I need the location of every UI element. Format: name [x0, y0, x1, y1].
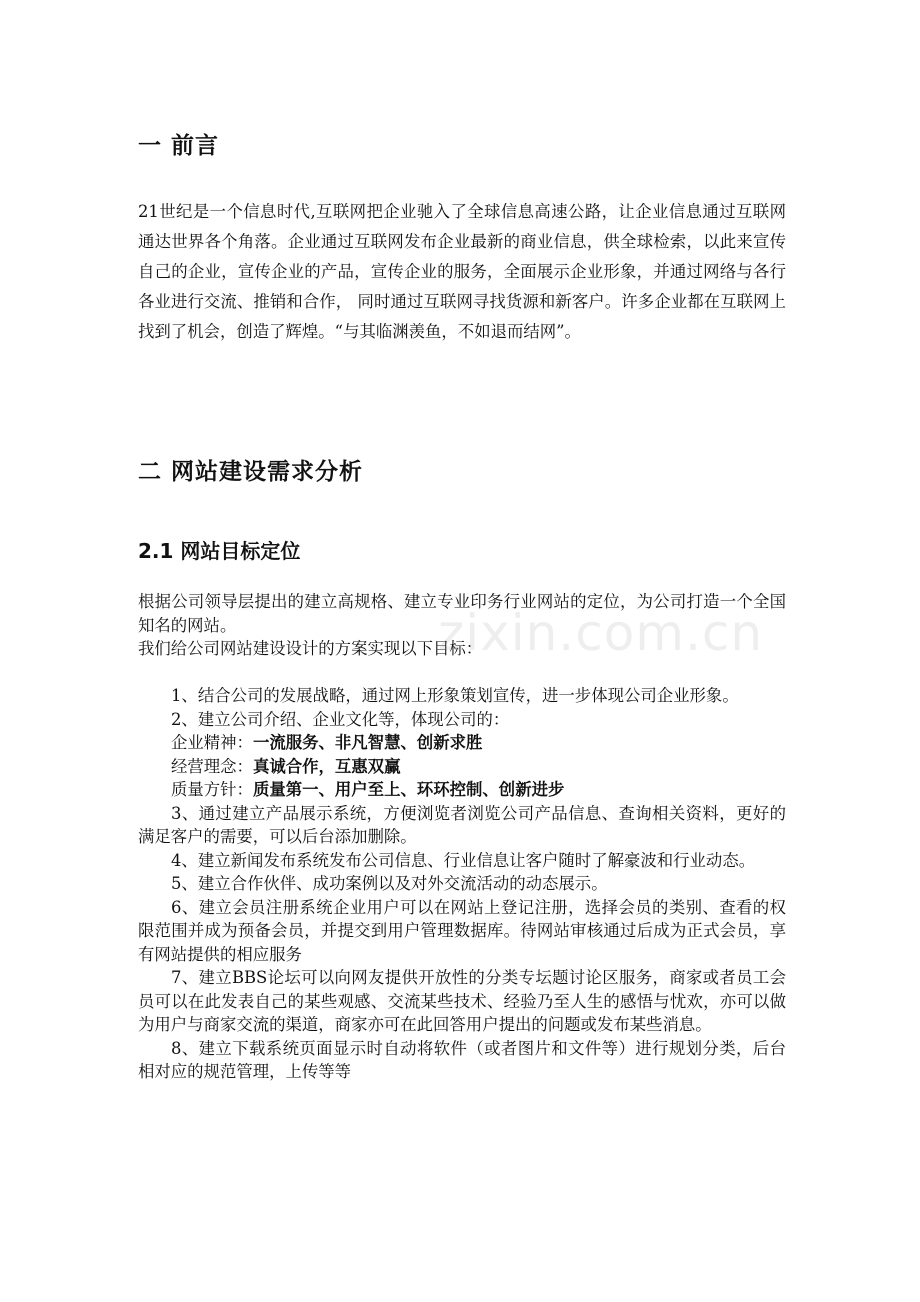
goal-item-2: 2、建立公司介绍、企业文化等，体现公司的： [171, 709, 510, 729]
goal-item-7: 7、建立BBS论坛可以向网友提供开放性的分类专坛题讨论区服务，商家或者员工会员可以在此发表自己的某些观感、交流某些技术、经验乃至人生的感悟与忧欢，亦可以做为用户与商家交流的渠道，商家亦可在此回答用户提出的问题或发布某些消息。 [138, 968, 786, 1034]
watermark: zixin.com.cn [438, 604, 764, 662]
enterprise-spirit-line [138, 731, 786, 755]
goal-item-5: 5、建立合作伙伴、成功案例以及对外交流活动的动态展示。 [171, 874, 608, 893]
goal-item-3: 3、通过建立产品展示系统，方便浏览者浏览公司产品信息、查询相关资料，更好的满足客户的需要，可以后台添加删除。 [138, 803, 786, 846]
intro-paragraph: 根据公司领导层提出的建立高规格、建立专业印务行业网站的定位，为公司打造一个全国知名的网站。 [138, 592, 786, 635]
quality-policy-line [138, 778, 786, 802]
intro-paragraph-2: 我们给公司网站建设设计的方案实现以下目标： [138, 639, 483, 658]
section-heading-requirements: 二 网站建设需求分析 [138, 459, 364, 485]
goal-item-4: 4、建立新闻发布系统发布公司信息、行业信息让客户随时了解豪波和行业动态。 [171, 850, 756, 870]
quality-value: 质量第一、用户至上、环环控制、创新进步 [252, 780, 565, 799]
goal-item-6: 6、建立会员注册系统企业用户可以在网站上登记注册，选择会员的类别、查看的权限范围并成为预备会员，并提交到用户管理数据库。待网站审核通过后成为正式会员，享有网站提供的相应服务 [138, 897, 786, 964]
spirit-value: 一流服务、非凡智慧、创新求胜 [252, 733, 483, 752]
goal-item-8: 8、建立下载系统页面显示时自动将软件（或者图片和文件等）进行规划分类，后台相对应的规范管理，上传等等 [138, 1038, 786, 1081]
subsection-heading-positioning: 2.1 网站目标定位 [138, 539, 301, 563]
preface-paragraph: 21世纪是一个信息时代,互联网把企业驰入了全球信息高速公路，让企业信息通过互联网通达世界各个角落。企业通过互联网发布企业最新的商业信息，供全球检索，以此来宣传自己的企业，宣传企业的产品，宣传企业的服务，全面展示企业形象，并通过网络与各行各业进行交流、推销和合作， 同时通过互联网寻找货源和新客户。许多企业都在互联网上找到了机会，创造了辉煌。“与其临渊羡鱼，不如退而结网”。 [138, 202, 786, 341]
quality-label: 质量方针： [171, 780, 253, 799]
goal-item-1: 1、结合公司的发展战略，通过网上形象策划宣传，进一步体现公司企业形象。 [171, 686, 739, 705]
philosophy-value: 真诚合作，互惠双赢 [252, 756, 401, 776]
business-philosophy-line [138, 755, 786, 779]
spirit-label: 企业精神： [171, 733, 253, 752]
spacer [138, 661, 786, 685]
positioning-body [138, 590, 786, 1084]
section-heading-preface: 一 前言 [138, 133, 220, 159]
philosophy-label: 经营理念： [171, 756, 253, 776]
